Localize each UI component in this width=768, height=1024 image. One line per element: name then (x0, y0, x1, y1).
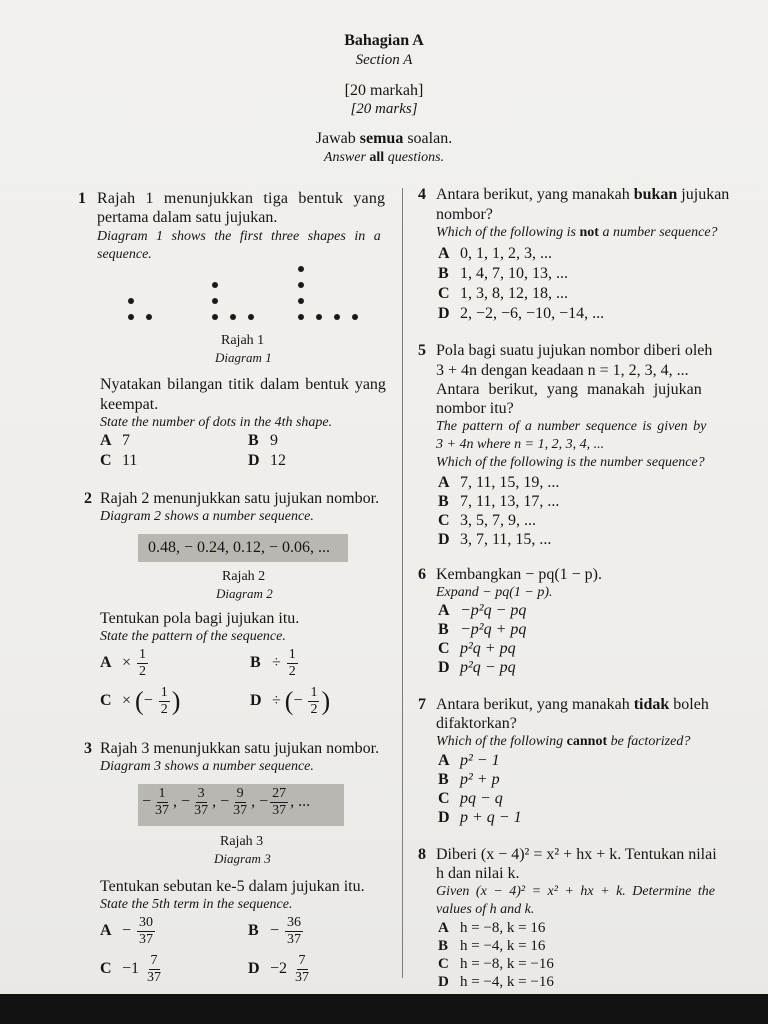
q5-option-b[interactable]: B 7, 11, 13, 17, ... (438, 493, 560, 510)
q1-text-en-1: Diagram 1 shows the first three shapes in a (97, 229, 381, 244)
section-title-ms: Bahagian A (344, 32, 424, 49)
q3-text-ms: Rajah 3 menunjukkan satu jujukan nombor. (100, 740, 380, 757)
q3-text-en: Diagram 3 shows a number sequence. (100, 759, 314, 774)
q1-ask-ms-1: Nyatakan bilangan titik dalam bentuk yang (100, 376, 386, 393)
q7-option-a[interactable]: A p² − 1 (438, 752, 500, 769)
q5-text-en-2: 3 + 4n where n = 1, 2, 3, 4, ... (436, 437, 605, 452)
q3-sequence: − $\frac{1}{37}$ , − $\frac{3}{37}$ , − $\frac{9}{37}$ , − $\frac{27}{37}$ , ... (142, 786, 311, 818)
section-title-en: Section A (355, 52, 413, 68)
q5-text-ms-3: Antara berikut, yang manakah jujukan (436, 381, 702, 398)
q7-text-en: Which of the following cannot be factorized? (436, 734, 691, 749)
instructions-en: Answer all questions. (323, 150, 445, 165)
instructions-ms: Jawab semua soalan. (315, 130, 453, 147)
q6-number: 6 (418, 566, 426, 583)
q2-option-a[interactable]: A × $\frac{1}{2}$ (100, 647, 147, 679)
q8-option-a[interactable]: A h = −8, k = 16 (438, 920, 546, 936)
q3-ask-ms: Tentukan sebutan ke-5 dalam jujukan itu. (100, 878, 365, 895)
q1-option-d[interactable]: D 12 (248, 452, 286, 469)
diagram-3-box (138, 784, 344, 826)
q4-number: 4 (418, 186, 426, 203)
q3-option-c[interactable]: C −1 $\frac{7}{37}$ (100, 953, 162, 985)
q4-text-en: Which of the following is not a number sequence? (436, 225, 718, 240)
q5-option-a[interactable]: A 7, 11, 15, 19, ... (438, 474, 560, 491)
q1-option-b[interactable]: B 9 (248, 432, 278, 449)
q2-caption-ms: Rajah 2 (222, 569, 266, 584)
q7-number: 7 (418, 696, 426, 713)
q2-number: 2 (84, 490, 92, 507)
q5-number: 5 (418, 342, 426, 359)
q5-option-d[interactable]: D 3, 7, 11, 15, ... (438, 531, 552, 548)
q8-text-en-1: Given (x − 4)² = x² + hx + k. Determine the (436, 884, 715, 899)
q4-text-ms-2: nombor? (436, 206, 493, 223)
q1-option-c[interactable]: C 11 (100, 452, 138, 469)
q6-text-en: Expand − pq(1 − p). (436, 585, 553, 600)
q6-option-c[interactable]: C p²q + pq (438, 640, 516, 657)
q2-ask-en: State the pattern of the sequence. (100, 629, 286, 644)
q8-text-ms-1: Diberi (x − 4)² = x² + hx + k. Tentukan nilai (436, 846, 717, 863)
q3-ask-en: State the 5th term in the sequence. (100, 897, 293, 912)
q1-caption-ms: Rajah 1 (221, 333, 265, 348)
q7-text-ms-2: difaktorkan? (436, 715, 517, 732)
q2-caption-en: Diagram 2 (216, 586, 273, 601)
q5-text-en-1: The pattern of a number sequence is given by (436, 419, 707, 434)
q8-text-ms-2: h dan nilai k. (436, 865, 520, 882)
q6-option-d[interactable]: D p²q − pq (438, 659, 516, 676)
q2-option-b[interactable]: B ÷ $\frac{1}{2}$ (250, 647, 296, 679)
q7-text-ms-1: Antara berikut, yang manakah tidak boleh (436, 696, 709, 713)
q1-number: 1 (78, 190, 86, 207)
q7-option-b[interactable]: B p² + p (438, 771, 500, 788)
q1-option-a[interactable]: A 7 (100, 432, 130, 449)
diagram-2-box (138, 534, 348, 562)
q3-number: 3 (84, 740, 92, 757)
q8-option-d[interactable]: D h = −4, k = −16 (438, 974, 554, 990)
q5-text-en-3: Which of the following is the number sequence? (436, 455, 705, 470)
q6-text-ms: Kembangkan − pq(1 − p). (436, 566, 603, 583)
q8-number: 8 (418, 846, 426, 863)
q1-text-ms-1: Rajah 1 menunjukkan tiga bentuk yang (97, 190, 386, 207)
q2-option-c[interactable]: C × (− $\frac{1}{2}$ ) (100, 685, 181, 717)
q4-text-ms-1: Antara berikut, yang manakah bukan jujukan (436, 186, 730, 203)
q3-option-d[interactable]: D −2 $\frac{7}{37}$ (248, 953, 310, 985)
q6-option-b[interactable]: B −p²q + pq (438, 621, 527, 638)
photo-bottom-edge (0, 994, 768, 1024)
q7-option-c[interactable]: C pq − q (438, 790, 503, 807)
q5-text-ms-1: Pola bagi suatu jujukan nombor diberi oleh (436, 342, 713, 359)
q2-sequence: 0.48, − 0.24, 0.12, − 0.06, ... (148, 539, 331, 556)
q4-option-a[interactable]: A 0, 1, 1, 2, 3, ... (438, 245, 552, 262)
q5-text-ms-4: nombor itu? (436, 400, 514, 417)
q2-text-en: Diagram 2 shows a number sequence. (100, 509, 314, 524)
q1-ask-ms-2: keempat. (100, 396, 159, 413)
q3-option-a[interactable]: A − $\frac{30}{37}$ (100, 915, 154, 947)
q2-ask-ms: Tentukan pola bagi jujukan itu. (100, 610, 300, 627)
q6-option-a[interactable]: A −p²q − pq (438, 602, 527, 619)
marks-ms: [20 markah] (344, 82, 424, 99)
q1-text-en-2: sequence. (97, 247, 152, 262)
q1-caption-en: Diagram 1 (215, 350, 272, 365)
q8-option-c[interactable]: C h = −8, k = −16 (438, 956, 554, 972)
q7-option-d[interactable]: D p + q − 1 (438, 809, 522, 826)
q5-option-c[interactable]: C 3, 5, 7, 9, ... (438, 512, 536, 529)
column-divider (402, 188, 403, 978)
q1-ask-en: State the number of dots in the 4th shape. (100, 415, 333, 430)
q2-text-ms: Rajah 2 menunjukkan satu jujukan nombor. (100, 490, 380, 507)
q4-option-b[interactable]: B 1, 4, 7, 10, 13, ... (438, 265, 568, 282)
q4-option-c[interactable]: C 1, 3, 8, 12, 18, ... (438, 285, 568, 302)
q3-caption-en: Diagram 3 (214, 851, 271, 866)
q3-caption-ms: Rajah 3 (220, 834, 264, 849)
q5-text-ms-2: 3 + 4n dengan keadaan n = 1, 2, 3, 4, ... (436, 362, 689, 379)
q2-option-d[interactable]: D ÷ (− $\frac{1}{2}$ ) (250, 685, 331, 717)
marks-en: [20 marks] (350, 101, 418, 117)
q3-option-b[interactable]: B − $\frac{36}{37}$ (248, 915, 302, 947)
q1-text-ms-2: pertama dalam satu jujukan. (97, 209, 278, 226)
q8-option-b[interactable]: B h = −4, k = 16 (438, 938, 546, 954)
q8-text-en-2: values of h and k. (436, 902, 535, 917)
q4-option-d[interactable]: D 2, −2, −6, −10, −14, ... (438, 305, 605, 322)
